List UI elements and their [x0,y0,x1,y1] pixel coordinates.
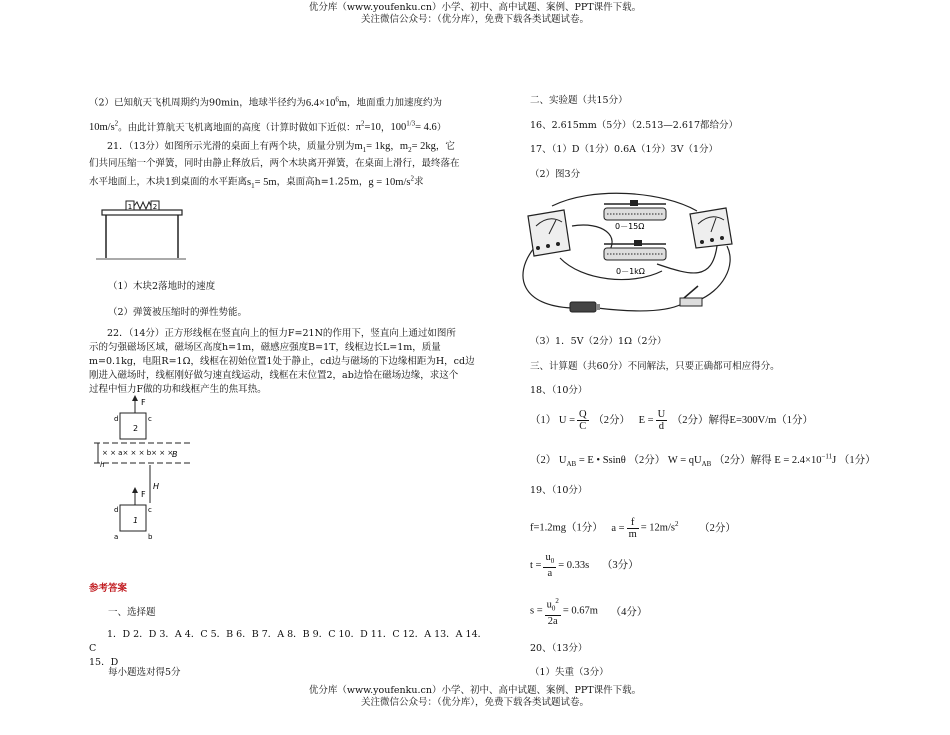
answer-19-distance: s = $\frac{u_0^2}{2a}$ = 0.67m （4分） [530,597,648,627]
page-header [0,2,950,26]
answer-18-part-1: （1） U = $\frac{Q}{C}$ （2分） E = $\frac{U}{d}$ （2分）解得E=300V/m（1分） [530,409,814,433]
footer-line-2: 关注微信公众号：（优分库），免费下载各类试题试卷。 [360,697,589,708]
corner-a-bottom: a [114,533,119,541]
left-meter-icon [528,210,570,256]
question-22: 22．（14分）正方形线框在竖直向上的恒力F=21N的作用下，竖直向上通过如图所 示的匀强磁场区域，磁场区高度h=1m，磁感应强度B=1T，线框边长L=1m，质量 m=0.1kg，电阻R=1Ω，线框在初始位置1处于静止，cd边与磁场的下边缘相距为H，cd边 刚进入磁场时，线框刚好做匀速直线运动，线框在末位置2，ab边恰在磁场边缘，求这个 过程中恒力F做的功和线框产生的焦耳热。 [89,328,475,395]
corner-d-bottom: d [114,506,119,514]
switch-icon [680,286,702,306]
rheostat-label-1: 0－15Ω [615,222,645,231]
magnetic-field-figure [92,395,202,545]
answer-19-time: t = $\frac{u_0}{a}$ = 0.33s （3分） [530,552,639,580]
position-2-label: 2 [133,424,139,433]
answer-18: 18、（10分） [530,385,588,396]
block-1-label: 1 [127,203,133,211]
answer-17: 17、（1）D（1分）0.6A（1分）3V（1分） [530,144,719,155]
question-21-sub-1: （1）木块2落地时的速度 [108,281,216,292]
rheostat-label-2: 0－1kΩ [616,267,645,276]
distance-H-label: H [153,482,160,491]
question-21: 21．（13分）如图所示光滑的桌面上有两个块，质量分别为$m_1= 1kg$，$m_2= 2kg$，它 们共同压缩一个弹簧，同时由静止释放后，两个木块离开弹簧，在桌面上滑行，最终落在 水平地面上，木块1到桌面的水平距离$s_1= 5m$，桌面高h=1.25m，$g = 10m/s^2$求 [89,141,460,190]
corner-c-top: c [148,415,152,423]
answer-18-part-2: （2） $U_{AB} = E$ • Ssinθ （2分） $W = qU_{AB}$ （2分）解得 $E = 2.4\times 10^{-11}J$ （1分） [530,452,876,469]
answer-20-part-1: （1）失重（3分） [530,667,609,678]
answer-title: 参考答案 [89,583,128,594]
field-crosses: × × a× × × b× × × [102,449,174,457]
answer-20: 20、（13分） [530,643,588,654]
answer-17-part-2: （2）图3分 [530,169,581,180]
answer-19-force-accel: f=1.2mg（1分） a = $\frac{f}{m}$ = $12m/s^2$ （2分） [530,516,736,540]
rheostat-1k-ohm-icon [604,240,666,260]
force-label-top: F [141,398,146,407]
corner-b-bottom: b [148,533,153,541]
field-height-h: h [100,461,105,469]
header-line-2: 关注微信公众号：（优分库），免费下载各类试题试卷。 [360,14,589,25]
corner-d-top: d [114,415,119,423]
answer-17-part-3: （3）1．5V（2分）1Ω（2分） [530,336,667,347]
answer-19: 19、（10分） [530,485,588,496]
field-B-label: B [172,450,178,459]
right-meter-icon [690,208,732,248]
section-2-title: 二、实验题（共15分） [530,95,628,106]
footer-line-1: 优分库（www.youfenku.cn）小学、初中、高中试题、案例、PPT课件下载。 [308,685,642,696]
position-1-label: 1 [133,516,139,525]
question-21-sub-2: （2）弹簧被压缩时的弹性势能。 [108,307,248,318]
header-line-1: 优分库（www.youfenku.cn）小学、初中、高中试题、案例、PPT课件下载。 [308,2,642,13]
force-label-bottom: F [141,490,146,499]
table-blocks-figure [96,198,186,262]
choice-scoring-note: 每小题选对得5分 [108,667,181,678]
block-2-label: 2 [152,203,158,211]
section-3-title: 三、计算题（共60分）不同解法，只要正确都可相应得分。 [530,361,780,372]
battery-icon [570,302,600,312]
rheostat-15-ohm-icon [604,200,666,220]
choice-answers: 1．D 2．D 3．A 4．C 5．B 6．B 7．A 8．B 9．C 10．D 11．C 12．A 13．A 14．C 15．D [89,629,488,668]
answer-16: 16、2.615mm（5分）（2.513—2.617都给分） [530,120,738,131]
circuit-diagram-figure [512,186,744,326]
page-footer [0,685,950,709]
question-20-part-2: （2）已知航天飞机周期约为90min，地球半径约为$6.4\times 10^6m$，地面重力加速度约为 $10m/s^2$。由此计算航天飞机离地面的高度（计算时做如下近似：$\pi^2=10$，$100^{1/3}= 4.6$） [89,95,447,133]
corner-c-bottom: c [148,506,152,514]
section-1-title: 一、选择题 [108,607,156,618]
